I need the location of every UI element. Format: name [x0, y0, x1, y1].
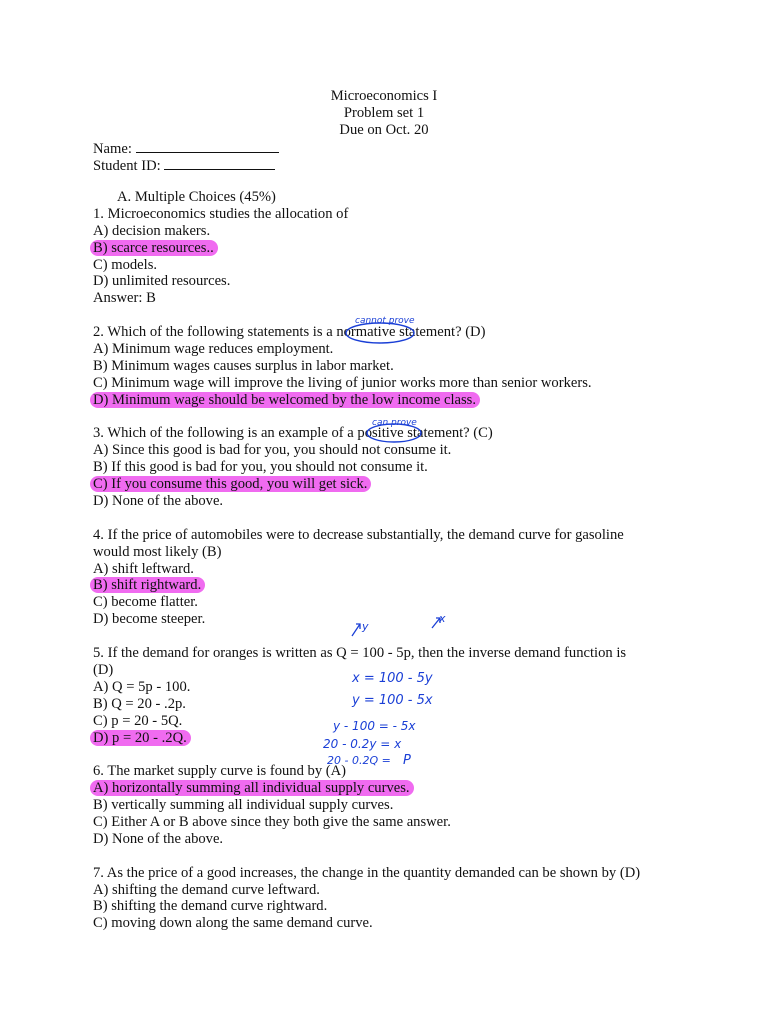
q1-option-c: C) models.	[93, 256, 158, 273]
q6-stem: 6. The market supply curve is found by (A)	[93, 763, 347, 780]
working-line-3: y - 100 = - 5x	[333, 719, 416, 733]
q3-option-b: B) If this good is bad for you, you should not consume it.	[93, 459, 428, 476]
q2-option-a: A) Minimum wage reduces employment.	[93, 341, 334, 358]
q6-option-c: C) Either A or B above since they both give the same answer.	[93, 813, 451, 830]
q6-option-d: D) None of the above.	[93, 830, 224, 847]
q2-option-d-highlighted: D) Minimum wage should be welcomed by the low income class.	[90, 392, 480, 408]
q5-option-b: B) Q = 20 - .2p.	[93, 695, 186, 712]
q3-option-c-highlighted: C) If you consume this good, you will get sick.	[90, 476, 371, 492]
q1-option-b-highlighted: B) scarce resources..	[90, 240, 218, 256]
q3-option-a: A) Since this good is bad for you, you should not consume it.	[93, 442, 452, 459]
q4-option-d: D) become steeper.	[93, 611, 206, 628]
q5-mark-x: x	[439, 612, 446, 625]
student-info	[93, 139, 279, 173]
q1-stem: 1. Microeconomics studies the allocation of	[93, 205, 349, 222]
problem-set-title: Problem set 1	[343, 105, 425, 121]
q2-keyword: normative	[336, 324, 396, 341]
q3-stem: 3. Which of the following is an example of a positive statement? (C)	[93, 425, 493, 442]
q2-option-b: B) Minimum wages causes surplus in labor market.	[93, 357, 394, 374]
student-id-blank	[164, 156, 275, 170]
q4-option-a: A) shift leftward.	[93, 560, 194, 577]
section-title: A. Multiple Choices (45%)	[117, 189, 276, 205]
questions	[93, 189, 640, 932]
student-id-label: Student ID:	[93, 157, 161, 174]
q6-option-b: B) vertically summing all individual supply curves.	[93, 797, 394, 814]
q4-option-b-highlighted: B) shift rightward.	[90, 577, 205, 593]
working-line-1: x = 100 - 5y	[352, 671, 433, 686]
q7-option-b: B) shifting the demand curve rightward.	[93, 898, 328, 915]
course-title: Microeconomics I	[330, 88, 438, 104]
q4-option-c: C) become flatter.	[93, 594, 198, 611]
q5-mark-y: y	[362, 620, 369, 633]
name-blank	[136, 139, 279, 153]
name-label: Name:	[93, 141, 132, 157]
q3-option-d: D) None of the above.	[93, 493, 224, 510]
working-line-4: 20 - 0.2y = x	[323, 737, 402, 751]
q1-option-a: A) decision makers.	[93, 222, 211, 239]
due-date: Due on Oct. 20	[339, 122, 429, 138]
q7-option-a: A) shifting the demand curve leftward.	[93, 881, 320, 898]
q3-handwritten-note: can prove	[372, 418, 417, 428]
q3-keyword: positive	[357, 425, 404, 442]
q4-stem-line1: 4. If the price of automobiles were to decrease substantially, the demand curve for gasoline	[93, 526, 624, 543]
working-line-5-p: P	[403, 753, 411, 768]
q2-handwritten-note: cannot prove	[355, 316, 415, 326]
q5-option-a: A) Q = 5p - 100.	[93, 678, 191, 695]
q7-option-c: C) moving down along the same demand curve.	[93, 915, 373, 932]
working-line-2: y = 100 - 5x	[352, 693, 433, 708]
q7-stem: 7. As the price of a good increases, the change in the quantity demanded can be shown by (D)	[93, 864, 641, 881]
document-header	[0, 88, 768, 139]
q5-option-d-highlighted: D) p = 20 - .2Q.	[90, 730, 191, 746]
q1-option-d: D) unlimited resources.	[93, 273, 231, 290]
q2-stem: 2. Which of the following statements is a normative statement? (D)	[93, 324, 486, 341]
q2-option-c: C) Minimum wage will improve the living of junior works more than senior workers.	[93, 374, 592, 391]
working-line-5: 20 - 0.2Q =	[327, 754, 391, 767]
q5-stem-line1: 5. If the demand for oranges is written as Q = 100 - 5p, then the inverse demand function is	[93, 645, 627, 662]
q4-stem-line2: would most likely (B)	[93, 543, 222, 560]
q5-option-c: C) p = 20 - 5Q.	[93, 712, 183, 729]
q5-stem-line2: (D)	[93, 661, 114, 678]
q6-option-a-highlighted: A) horizontally summing all individual supply curves.	[90, 780, 414, 796]
q1-answer: Answer: B	[93, 290, 156, 307]
